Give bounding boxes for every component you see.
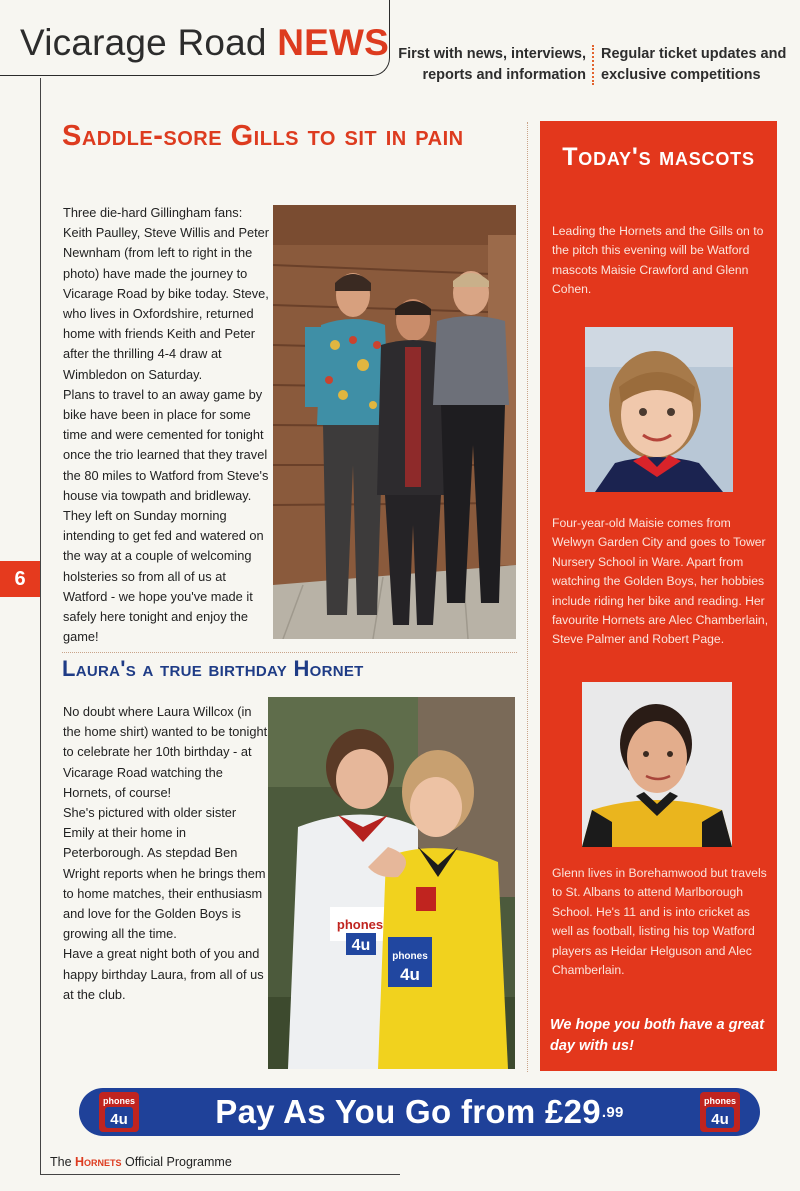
logo-text-bottom: 4u <box>110 1111 128 1128</box>
footer-brand: Hornets <box>75 1155 122 1169</box>
masthead-title-accent: NEWS <box>277 22 389 63</box>
mascots-maisie-text: Four-year-old Maisie comes from Welwyn Garden City and goes to Tower Nursery School in Ware. Apart from watching the Golden Boys, her hobbies include riding her bike and reading. Her favourite Hornets are Alec Chamberlain, Steve Palmer and Robert Page. <box>552 516 769 647</box>
story-laura-paragraph: She's pictured with older sister Emily at their home in Peterborough. As stepdad Ben Wright reports when he brings them to home matches, their enthusiasm and love for the Golden Boys is growing all the time. <box>63 805 266 942</box>
phones4u-logo <box>700 1092 740 1132</box>
story-gills-headline: Saddle-sore Gills to sit in pain <box>62 120 464 152</box>
story-laura-paragraph: Have a great night both of you and happy birthday Laura, from all of us at the club. <box>63 946 264 1002</box>
section-divider <box>62 652 517 653</box>
masthead-strap-left: First with news, interviews, reports and information <box>398 46 586 83</box>
footer-credit <box>50 1155 232 1169</box>
gills-fans-photo <box>273 205 516 639</box>
page-frame-bottom <box>40 1174 400 1175</box>
svg-text:4u: 4u <box>400 965 420 984</box>
story-laura-paragraph: No doubt where Laura Willcox (in the home shirt) wanted to be tonight to celebrate her 10th birthday - at Vicarage Road watching the Hornets, of course! <box>63 704 268 800</box>
mascots-panel <box>540 121 777 1071</box>
svg-text:4u: 4u <box>351 937 371 954</box>
story-laura-body <box>63 702 268 1005</box>
logo-text-top: phones <box>102 1096 136 1106</box>
mascots-intro: Leading the Hornets and the Gills on to the pitch this evening will be Watford mascots Maisie Crawford and Glenn Cohen. <box>552 224 764 297</box>
mascots-closing: We hope you both have a great day with us! <box>550 1017 765 1054</box>
masthead-title <box>20 22 389 64</box>
story-gills-paragraph: Three die-hard Gillingham fans: Keith Paulley, Steve Willis and Peter Newnham (from left to right in the photo) have made the journey to Vicarage Road by bike today. Steve, who lives in Oxfordshire, returned home with friends Keith and Peter after the thrilling 4-4 draw at Wimbledon on Saturday. <box>63 205 270 382</box>
story-gills-body <box>63 203 271 647</box>
footer-prefix: The <box>50 1155 72 1169</box>
phones4u-ad-banner[interactable] <box>79 1088 760 1136</box>
mascots-glenn-text: Glenn lives in Borehamwood but travels to St. Albans to attend Marlborough School. He's 11 and is into cricket as well as football, listing his top Watford players as Heidar Helguson and Alec Chamberlain. <box>552 866 767 978</box>
page-number: 6 <box>0 561 40 597</box>
story-laura-headline: Laura's a true birthday Hornet <box>62 656 364 681</box>
svg-text:phones: phones <box>336 917 384 932</box>
mascots-title: Today's mascots <box>562 143 755 171</box>
ad-text-pence: .99 <box>601 1103 624 1121</box>
glenn-photo <box>582 682 732 847</box>
laura-emily-photo <box>268 697 515 1069</box>
ad-text-main: Pay As You Go from £29 <box>215 1093 601 1130</box>
maisie-photo <box>585 327 733 492</box>
svg-text:phones: phones <box>392 951 428 962</box>
masthead-title-main: Vicarage Road <box>20 22 267 63</box>
page-frame-left <box>40 78 41 1174</box>
story-gills-paragraph: Plans to travel to an away game by bike have been in place for some time and were cemented for tonight once the trio learned that they travel the 80 miles to Watford from Steve's house via towpath and bridleway. They left on Sunday morning intending to get fed and watered on the way at a couple of welcoming holsteries so from all of us at Watford - we hope you've made it safely here tonight and enjoy the game! <box>63 386 269 645</box>
strap-divider <box>592 45 594 85</box>
logo-text-top: phones <box>703 1096 737 1106</box>
ad-headline <box>79 1088 760 1136</box>
logo-text-bottom: 4u <box>711 1111 729 1128</box>
footer-suffix: Official Programme <box>125 1155 232 1169</box>
masthead-strap-right: Regular ticket updates and exclusive competitions <box>601 46 787 83</box>
column-divider <box>527 122 528 1072</box>
